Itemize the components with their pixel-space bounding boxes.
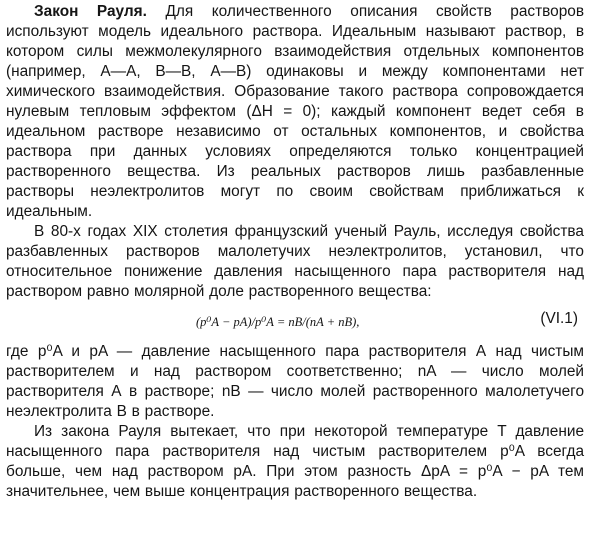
- paragraph-raoult-law-intro: [6, 2, 584, 222]
- paragraph-raoult-consequence: Из закона Рауля вытекает, что при некоторой температуре T давление насыщенного пара растворителя над чистым растворителем p⁰A всегда больше, чем над раствором pA. При этом разность ΔpA = p⁰A − pA тем значительнее, чем выше концентрация растворенного вещества.: [6, 423, 584, 500]
- equation-block: [6, 306, 584, 340]
- paragraph-variable-definitions: где p⁰A и pA — давление насыщенного пара растворителя А над чистым растворителем и над раствором соответственно; nA — число молей растворителя А в растворе; nB — число молей растворенного малолетучего неэлектролита В в растворе.: [6, 343, 584, 420]
- paragraph-raoult-history: В 80-х годах XIX столетия французский ученый Рауль, исследуя свойства разбавленных растворов малолетучих неэлектролитов, установил, что относительное понижение давления насыщенного пара растворителя над раствором равно молярной доле растворенного вещества:: [6, 223, 584, 300]
- equation-number: (VI.1): [540, 310, 578, 327]
- section-heading: Закон Рауля.: [34, 3, 147, 20]
- paragraph-text: Для количественного описания свойств растворов используют модель идеального раствора. Идеальным называют раствор, в котором силы межмолекулярного взаимодействия отдельных компонентов (например, А—А, В—В, А—В) одинаковы и между компонентами нет химического взаимодействия. Образование такого раствора сопровождается нулевым тепловым эффектом (ΔH = 0); каждый компонент ведет себя в идеальном растворе независимо от остальных компонентов, и свойства раствора при данных условиях определяются только концентрацией растворенного вещества. Из реальных растворов лишь разбавленные растворы неэлектролитов могут по своим свойствам приближаться к идеальным.: [6, 3, 585, 220]
- equation-formula: (p⁰A − pA)/p⁰A = nB/(nA + nB),: [196, 315, 360, 329]
